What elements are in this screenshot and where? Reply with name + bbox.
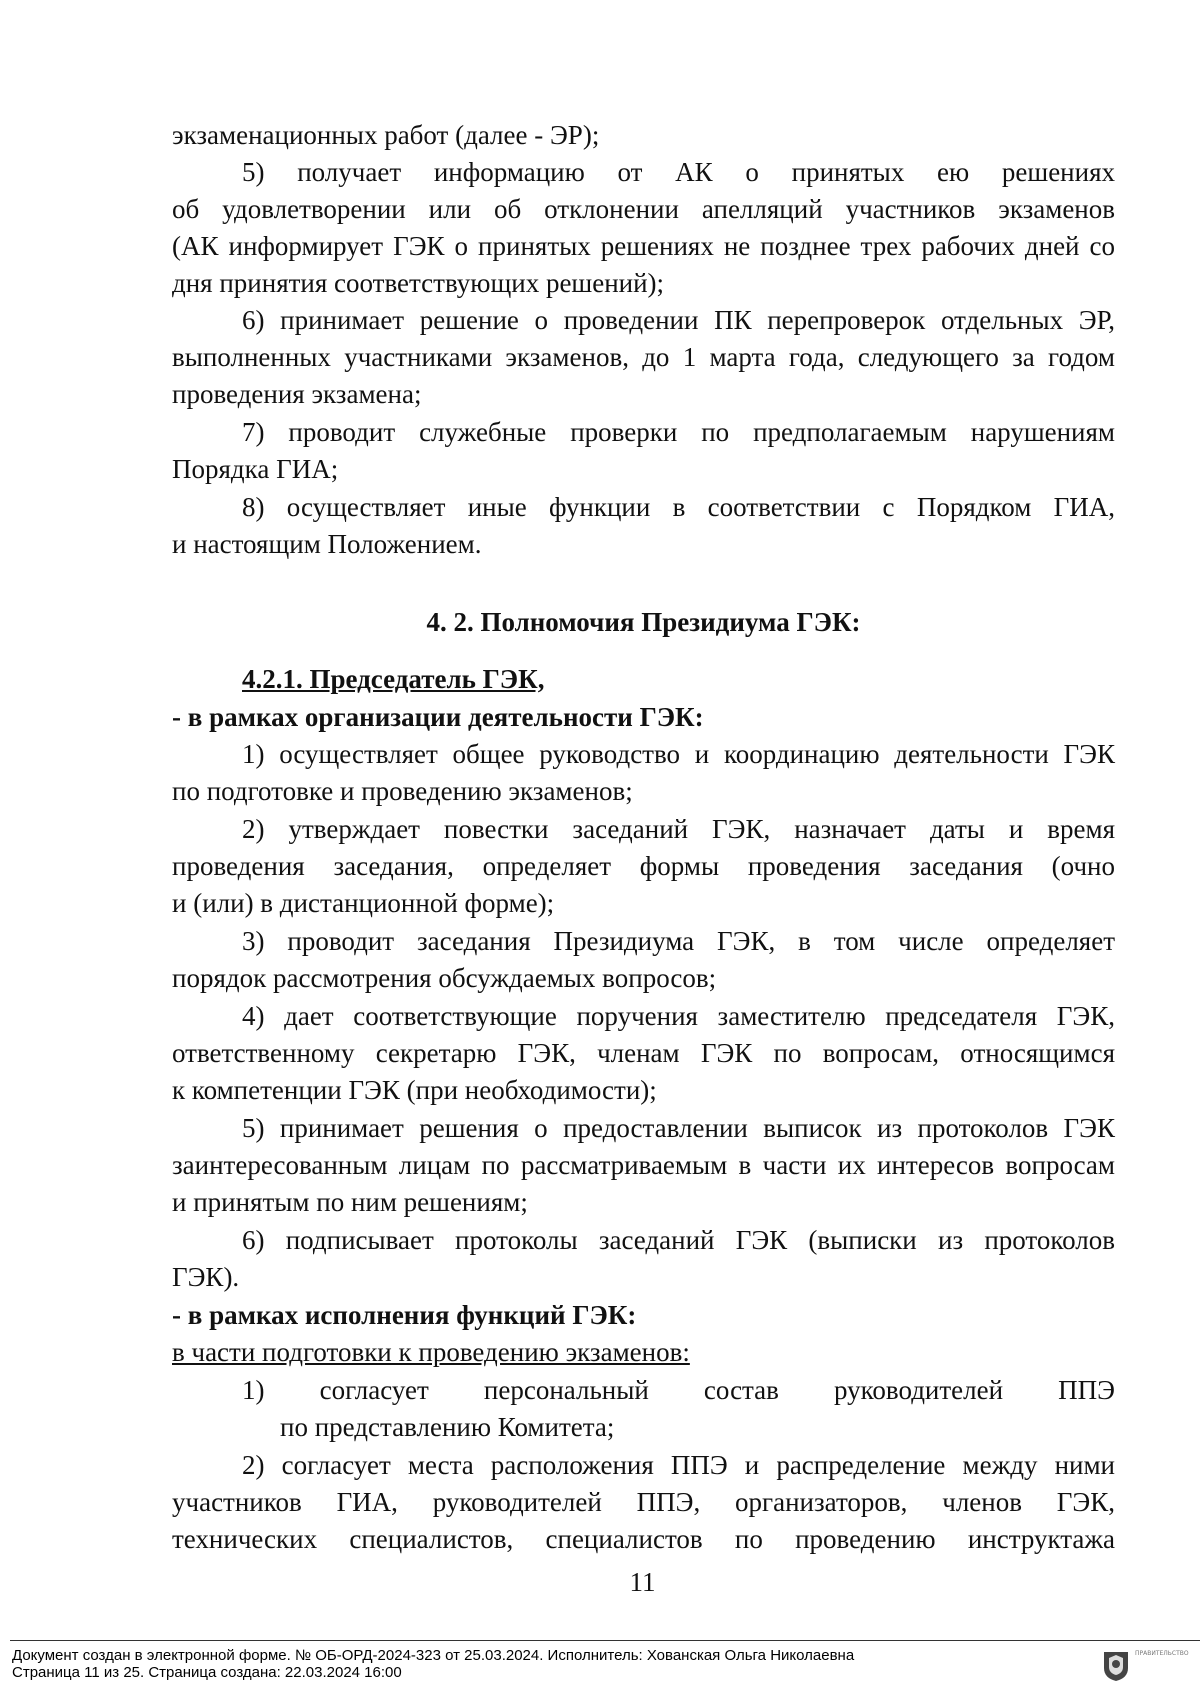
text-line: заинтересованным лицам по рассматриваемым в части их интересов вопросам	[172, 1150, 1115, 1180]
text-line: дня принятия соответствующих решений);	[172, 268, 665, 298]
document-footer	[12, 1647, 1082, 1681]
text-line: 2) согласует места расположения ППЭ и распределение между ними	[242, 1450, 1115, 1480]
text-line: к компетенции ГЭК (при необходимости);	[172, 1075, 657, 1105]
text-line: проведения экзамена;	[172, 379, 422, 409]
text-line: 6) принимает решение о проведении ПК перепроверок отдельных ЭР,	[242, 305, 1115, 335]
group-heading: - в рамках исполнения функций ГЭК:	[172, 1300, 637, 1330]
group-heading: - в рамках организации деятельности ГЭК:	[172, 702, 704, 732]
text-line: 5) принимает решения о предоставлении выписок из протоколов ГЭК	[242, 1113, 1115, 1143]
text-line: 1) осуществляет общее руководство и координацию деятельности ГЭК	[242, 739, 1115, 769]
text-line: 1) согласует персональный состав руководителей ППЭ	[242, 1375, 1115, 1405]
text-line: 6) подписывает протоколы заседаний ГЭК (выписки из протоколов	[242, 1225, 1115, 1255]
text-line: ответственному секретарю ГЭК, членам ГЭК по вопросам, относящимся	[172, 1038, 1115, 1068]
text-line: 2) утверждает повестки заседаний ГЭК, назначает даты и время	[242, 814, 1115, 844]
text-line: об удовлетворении или об отклонении апелляций участников экзаменов	[172, 194, 1115, 224]
text-line: участников ГИА, руководителей ППЭ, организаторов, членов ГЭК,	[172, 1487, 1115, 1517]
text-line: ГЭК).	[172, 1262, 240, 1292]
text-line: и настоящим Положением.	[172, 529, 482, 559]
footer-divider	[10, 1640, 1200, 1641]
text-line: (АК информирует ГЭК о принятых решениях не позднее трех рабочих дней со	[172, 231, 1115, 261]
section-heading: 4. 2. Полномочия Президиума ГЭК:	[426, 607, 861, 637]
text-line: по подготовке и проведению экзаменов;	[172, 776, 633, 806]
text-line: порядок рассмотрения обсуждаемых вопросов;	[172, 963, 717, 993]
text-line: проведения заседания, определяет формы проведения заседания (очно	[172, 851, 1115, 881]
text-line: 5) получает информацию от АК о принятых ею решениях	[242, 157, 1115, 187]
text-line: и (или) в дистанционной форме);	[172, 888, 555, 918]
text-line: выполненных участниками экзаменов, до 1 марта года, следующего за годом	[172, 342, 1115, 372]
subgroup-heading: в части подготовки к проведению экзаменов:	[172, 1337, 690, 1367]
text-line: 7) проводит служебные проверки по предполагаемым нарушениям	[242, 417, 1115, 447]
text-line: по представлению Комитета;	[280, 1412, 615, 1442]
text-line: и принятым по ним решениям;	[172, 1187, 528, 1217]
text-line: 3) проводит заседания Президиума ГЭК, в том числе определяет	[242, 926, 1115, 956]
footer-page-info: Страница 11 из 25. Страница создана: 22.03.2024 16:00	[12, 1664, 402, 1681]
coat-of-arms-icon	[1101, 1648, 1131, 1682]
text-line: 8) осуществляет иные функции в соответствии с Порядком ГИА,	[242, 492, 1115, 522]
text-line: экзаменационных работ (далее - ЭР);	[172, 120, 600, 150]
subsection-heading: 4.2.1. Председатель ГЭК,	[242, 664, 545, 694]
text-line: технических специалистов, специалистов по проведению инструктажа	[172, 1524, 1115, 1554]
text-line: 4) дает соответствующие поручения заместителю председателя ГЭК,	[242, 1001, 1115, 1031]
emblem-caption: ПРАВИТЕЛЬСТВО	[1135, 1650, 1189, 1657]
text-line: Порядка ГИА;	[172, 454, 339, 484]
page-number: 11	[629, 1567, 656, 1597]
footer-document-info: Документ создан в электронной форме. № ОБ-ОРД-2024-323 от 25.03.2024. Исполнитель: Хованская Ольга Николаевна	[12, 1647, 855, 1664]
